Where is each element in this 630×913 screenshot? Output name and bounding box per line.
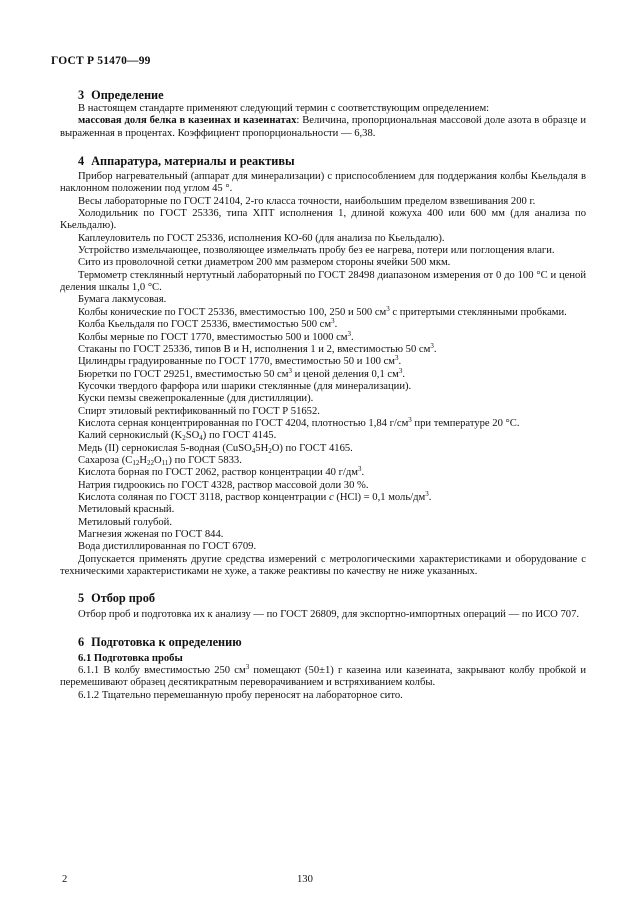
section-heading-6: 6 Подготовка к определению xyxy=(78,634,242,649)
list-item: Прибор нагревательный (аппарат для минерализации) с приспособлением для поддержания колбы Кьельдаля в наклонном положении под углом 45 °. xyxy=(60,171,586,195)
list-item: Медь (II) сернокислая 5-водная $(CuSO_45H_2O)$ по ГОСТ 4165. xyxy=(78,442,353,455)
list-item: Сахароза $(C_{12}H_{22}O_{11})$ по ГОСТ 5833. xyxy=(78,454,242,467)
list-item: Колбы мерные по ГОСТ 1770, вместимостью 500 и 1000 $см^3$. xyxy=(78,329,354,343)
list-item: Термометр стеклянный нертутный лабораторный по ГОСТ 28498 диапазоном измерения от 0 до 100 °С и ценой деления шкалы 1,0 °С. xyxy=(60,269,586,294)
document-body xyxy=(60,88,586,702)
list-item: Калий сернокислый $(K_2SO_4)$ по ГОСТ 4145. xyxy=(78,430,277,443)
list-item: Кислота соляная по ГОСТ 3118, раствор концентрации с (HCl) = 0,1 моль/$дм^3$. xyxy=(78,489,432,503)
list-item: Стаканы по ГОСТ 25336, типов В и Н, исполнения 1 и 2, вместимостью 50 $см^3$. xyxy=(78,341,437,355)
list-item: Цилиндры градуированные по ГОСТ 1770, вместимостью 50 и 100 $см^3$. xyxy=(78,354,402,368)
defined-term: массовая доля белка в казеинах и казеинатах xyxy=(78,115,297,127)
list-item: Кусочки твердого фарфора или шарики стеклянные (для минерализации). xyxy=(78,380,412,392)
list-item: Кислота борная по ГОСТ 2062, раствор концентрации 40 $г/дм^3$. xyxy=(78,465,365,479)
list-item: Вода дистиллированная по ГОСТ 6709. xyxy=(78,541,257,553)
list-item: Куски пемзы свежепрокаленные (для дистилляции). xyxy=(78,393,314,405)
section-heading-4: 4 Аппаратура, материалы и реактивы xyxy=(78,154,295,169)
list-item: Колба Кьельдаля по ГОСТ 25336, вместимостью 500 $см^3$. xyxy=(78,317,338,331)
definition-paragraph: массовая доля белка в казеинах и казеинатах: Величина, пропорциональная массовой доле азота в образце и выраженная в процентах. Коэффициент пропорциональности — 6,38. xyxy=(60,115,587,139)
list-item: Бумага лакмусовая. xyxy=(78,294,167,306)
list-item: Бюретки по ГОСТ 29251, вместимостью 50 $см^3$ и ценой деления 0,1 $см^3$. xyxy=(78,366,405,380)
section-heading-3: 3 Определение xyxy=(78,88,164,102)
section-heading-5: 5 Отбор проб xyxy=(78,591,156,606)
subsection-heading: 6.1 Подготовка пробы xyxy=(78,652,183,664)
list-item: Кислота серная концентрированная по ГОСТ 4204, плотностью 1,84 $г/см^3$ при температуре 20 °С. xyxy=(78,415,520,429)
section-5-body xyxy=(60,609,586,621)
list-item: Каплеуловитель по ГОСТ 25336, исполнения КО-60 (для анализа по Кьельдалю). xyxy=(78,232,445,244)
section-4-body xyxy=(60,171,586,578)
list-item: Натрия гидроокись по ГОСТ 4328, раствор массовой доли 30 %. xyxy=(78,479,369,491)
paragraph: В настоящем стандарте применяют следующий термин с соответствующим определением: xyxy=(78,103,490,114)
list-item: Весы лабораторные по ГОСТ 24104, 2-го класса точности, наибольшим пределом взвешивания 200 г. xyxy=(78,195,536,207)
page-number-center: 130 xyxy=(297,874,313,885)
list-item: Сито из проволочной сетки диаметром 200 мм размером стороны ячейки 500 мкм. xyxy=(78,257,451,269)
section-3-body xyxy=(60,103,586,140)
list-item: Метиловый красный. xyxy=(78,504,175,516)
document-header: ГОСТ Р 51470—99 xyxy=(51,55,151,67)
list-item: Колбы конические по ГОСТ 25336, вместимостью 100, 250 и 500 $см^3$ с притертыми стеклянными пробками. xyxy=(78,304,567,318)
list-item: Магнезия жженая по ГОСТ 844. xyxy=(78,529,224,540)
paragraph: 6.1.2 Тщательно перемешанную пробу переносят на лабораторное сито. xyxy=(78,689,403,701)
list-item: Устройство измельчающее, позволяющее измельчать пробу без ее нагрева, потери или поглощения влаги. xyxy=(78,245,555,257)
section-6-body xyxy=(60,653,586,702)
list-item: Спирт этиловый ректификованный по ГОСТ Р 51652. xyxy=(78,405,320,417)
list-item: Метиловый голубой. xyxy=(78,516,172,528)
list-item: Холодильник по ГОСТ 25336, типа ХПТ исполнения 1, длиной кожуха 400 или 600 мм (для анализа по Кьельдалю). xyxy=(60,208,586,232)
note-paragraph: Допускается применять другие средства измерений с метрологическими характеристиками и оборудование с техническими характеристиками не хуже, а также реактивы по качеству не ниже указанных. xyxy=(60,553,586,578)
page-number-left: 2 xyxy=(62,874,68,885)
paragraph: 6.1.1 В колбу вместимостью 250 $см^3$ помещают (50±1) г казеина или казеината, закрывают колбу пробкой и перемешивают образец десятикратным переворачиванием и встряхиванием колбы. xyxy=(60,663,586,689)
paragraph: Отбор проб и подготовка их к анализу — по ГОСТ 26809, для экспортно-импортных операций — по ИСО 707. xyxy=(78,609,580,621)
